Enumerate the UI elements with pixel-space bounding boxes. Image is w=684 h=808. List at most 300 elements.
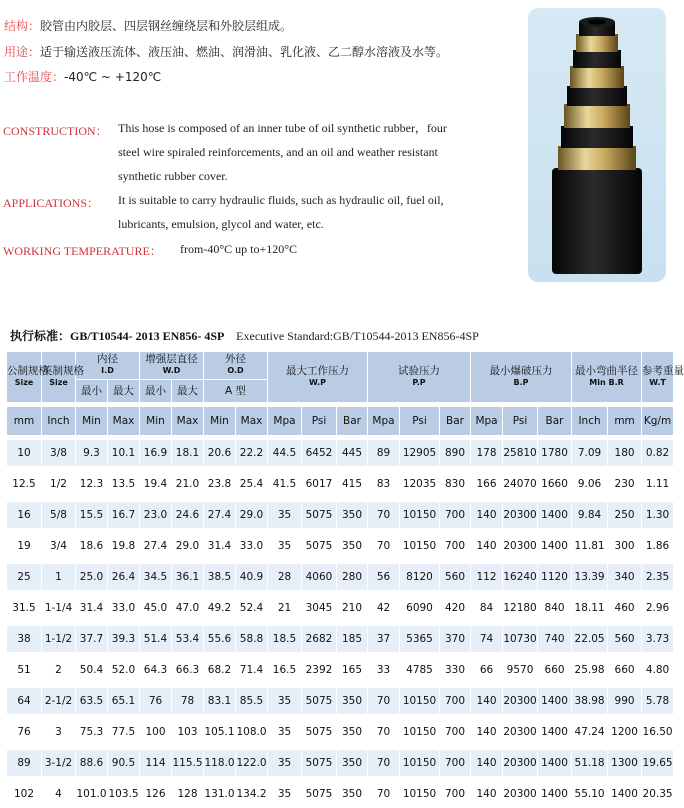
table-cell: 16240 [503, 564, 537, 590]
table-row [7, 719, 673, 745]
spacer-cell [7, 498, 673, 501]
table-row [7, 688, 673, 714]
spacer-cell [7, 467, 673, 470]
table-spacer [7, 622, 673, 625]
table-cell: 53.4 [172, 626, 203, 652]
spacer-cell [7, 622, 673, 625]
table-cell: 1400 [538, 750, 571, 776]
table-cell: 128 [172, 781, 203, 807]
table-cell: 25.0 [76, 564, 107, 590]
table-cell: 76 [140, 688, 171, 714]
table-cell: 35 [268, 781, 301, 807]
table-cell: 6452 [302, 440, 336, 466]
table-cell: 20300 [503, 719, 537, 745]
spacer-cell [7, 529, 673, 532]
table-row [7, 781, 673, 807]
table-cell: 350 [337, 750, 367, 776]
table-cell: 280 [337, 564, 367, 590]
table-cell: 90.5 [108, 750, 139, 776]
unit-cell: mm [7, 407, 41, 435]
table-cell: 38.98 [572, 688, 607, 714]
unit-cell: Min [140, 407, 171, 435]
header-size-metric [7, 352, 49, 402]
table-cell: 370 [440, 626, 470, 652]
table-cell: 16.50 [642, 719, 673, 745]
table-cell: 66.3 [172, 657, 203, 683]
table-cell: 44.5 [268, 440, 301, 466]
table-cell: 2-1/2 [42, 688, 75, 714]
table-cell: 5075 [302, 750, 336, 776]
table-cell: 20300 [503, 533, 537, 559]
table-cell: 75.3 [76, 719, 107, 745]
table-row [7, 626, 673, 652]
table-cell: 165 [337, 657, 367, 683]
spacer-cell [7, 403, 673, 406]
header-text: 公制规格 [7, 365, 49, 377]
unit-cell: Inch [572, 407, 607, 435]
table-cell: 6090 [400, 595, 439, 621]
cn-construction-label: 结构： [4, 19, 41, 33]
header-text: 英制规格 [42, 365, 84, 377]
table-spacer [7, 684, 673, 687]
table-cell: 126 [140, 781, 171, 807]
table-cell: 0.82 [642, 440, 673, 466]
header-subtext: P.P [412, 378, 426, 387]
table-cell: 20300 [503, 781, 537, 807]
table-cell: 4 [42, 781, 75, 807]
hose-illustration-icon [528, 8, 666, 282]
table-cell: 1.30 [642, 502, 673, 528]
table-cell: 1 [42, 564, 75, 590]
table-cell: 350 [337, 502, 367, 528]
spacer-cell [7, 684, 673, 687]
table-cell: 660 [608, 657, 641, 683]
header-od [204, 352, 267, 379]
table-row [7, 533, 673, 559]
en-applications-text [118, 188, 498, 236]
standard-label: 执行标准：GB/T10544- 2013 EN856- 4SP [10, 329, 225, 343]
table-cell: 68.2 [204, 657, 235, 683]
table-cell: 103.5 [108, 781, 139, 807]
table-cell: 70 [368, 502, 399, 528]
unit-cell: Bar [337, 407, 367, 435]
cn-application-text: 适于输送液压流体、液压油、燃油、润滑油、乳化液、乙二醇水溶液及水等。 [40, 45, 449, 59]
table-cell: 5075 [302, 502, 336, 528]
table-cell: 250 [608, 502, 641, 528]
table-cell: 350 [337, 781, 367, 807]
table-cell: 40.9 [236, 564, 267, 590]
table-cell: 39.3 [108, 626, 139, 652]
table-cell: 2682 [302, 626, 336, 652]
table-cell: 51.18 [572, 750, 607, 776]
header-text: 参考重量 [642, 365, 684, 377]
table-cell: 1400 [538, 688, 571, 714]
table-cell: 101.0 [76, 781, 107, 807]
table-cell: 990 [608, 688, 641, 714]
table-cell: 5.78 [642, 688, 673, 714]
table-cell: 108.0 [236, 719, 267, 745]
unit-cell: Max [172, 407, 203, 435]
table-cell: 700 [440, 533, 470, 559]
spacer-cell [7, 653, 673, 656]
table-cell: 31.4 [204, 533, 235, 559]
table-cell: 9570 [503, 657, 537, 683]
table-cell: 445 [337, 440, 367, 466]
table-cell: 131.0 [204, 781, 235, 807]
table-cell: 37.7 [76, 626, 107, 652]
table-cell: 5075 [302, 719, 336, 745]
table-cell: 1400 [538, 719, 571, 745]
standard-english: Executive Standard:GB/T10544-2013 EN856-4SP [236, 329, 479, 343]
table-cell: 35 [268, 502, 301, 528]
table-cell: 12035 [400, 471, 439, 497]
table-cell: 5075 [302, 781, 336, 807]
table-cell: 103 [172, 719, 203, 745]
table-cell: 4060 [302, 564, 336, 590]
table-cell: 112 [471, 564, 502, 590]
table-spacer [7, 777, 673, 780]
unit-cell: Min [76, 407, 107, 435]
table-cell: 460 [608, 595, 641, 621]
table-cell: 78 [172, 688, 203, 714]
table-cell: 21.0 [172, 471, 203, 497]
table-cell: 12.5 [7, 471, 41, 497]
table-cell: 1400 [538, 781, 571, 807]
table-cell: 3.73 [642, 626, 673, 652]
hose-photo [528, 8, 666, 282]
table-units-row [7, 407, 673, 435]
unit-cell: Mpa [471, 407, 502, 435]
table-cell: 55.10 [572, 781, 607, 807]
table-cell: 22.2 [236, 440, 267, 466]
table-cell: 140 [471, 781, 502, 807]
table-cell: 26.4 [108, 564, 139, 590]
table-cell: 1400 [608, 781, 641, 807]
cn-temperature-text: -40℃ ~ +120℃ [64, 70, 162, 84]
table-cell: 3-1/2 [42, 750, 75, 776]
header-id [76, 352, 139, 379]
table-cell: 31.4 [76, 595, 107, 621]
unit-cell: Bar [538, 407, 571, 435]
table-cell: 70 [368, 750, 399, 776]
table-spacer [7, 746, 673, 749]
table-cell: 85.5 [236, 688, 267, 714]
executive-standard [10, 327, 479, 344]
header-min: 最小 [140, 380, 171, 402]
spec-table [6, 351, 684, 808]
table-cell: 166 [471, 471, 502, 497]
header-subtext: O.D [227, 366, 244, 376]
table-cell: 1300 [608, 750, 641, 776]
table-cell: 4.80 [642, 657, 673, 683]
table-cell: 23.8 [204, 471, 235, 497]
table-cell: 76 [7, 719, 41, 745]
table-spacer [7, 715, 673, 718]
unit-cell: Inch [42, 407, 75, 435]
table-cell: 83.1 [204, 688, 235, 714]
table-cell: 52.4 [236, 595, 267, 621]
table-cell: 115.5 [172, 750, 203, 776]
en-construction-label: CONSTRUCTION： [3, 124, 108, 138]
en-temperature-label: WORKING TEMPERATURE： [3, 244, 162, 258]
unit-cell: Psi [302, 407, 336, 435]
table-cell: 28 [268, 564, 301, 590]
table-cell: 6017 [302, 471, 336, 497]
unit-cell: Mpa [368, 407, 399, 435]
spacer-cell [7, 436, 673, 439]
header-size-inch [42, 352, 84, 402]
table-cell: 23.0 [140, 502, 171, 528]
unit-cell: Kg/m [642, 407, 673, 435]
table-cell: 25.98 [572, 657, 607, 683]
table-cell: 66 [471, 657, 502, 683]
table-cell: 47.24 [572, 719, 607, 745]
table-cell: 20300 [503, 750, 537, 776]
table-cell: 15.5 [76, 502, 107, 528]
table-cell: 740 [538, 626, 571, 652]
table-cell: 350 [337, 533, 367, 559]
header-text: 试验压力 [398, 365, 441, 377]
table-row [7, 471, 673, 497]
table-cell: 20.35 [642, 781, 673, 807]
table-cell: 22.05 [572, 626, 607, 652]
table-cell: 8120 [400, 564, 439, 590]
table-cell: 830 [440, 471, 470, 497]
table-cell: 64 [7, 688, 41, 714]
table-cell: 10150 [400, 781, 439, 807]
header-text: 最大工作压力 [286, 365, 349, 377]
table-cell: 33.0 [108, 595, 139, 621]
table-spacer [7, 403, 673, 406]
header-max: 最大 [172, 380, 203, 402]
table-cell: 105.1 [204, 719, 235, 745]
table-cell: 350 [337, 719, 367, 745]
table-cell: 1-1/2 [42, 626, 75, 652]
table-cell: 9.06 [572, 471, 607, 497]
header-subtext: Size [49, 378, 68, 387]
unit-cell: Bar [440, 407, 470, 435]
table-cell: 19.65 [642, 750, 673, 776]
table-cell: 70 [368, 533, 399, 559]
en-applications-label: APPLICATIONS： [3, 196, 100, 210]
table-cell: 16 [7, 502, 41, 528]
table-cell: 34.5 [140, 564, 171, 590]
en-applications-line: It is suitable to carry hydraulic fluids, such as hydraulic oil, fuel oil, [118, 193, 444, 207]
unit-cell: mm [608, 407, 641, 435]
table-cell: 134.2 [236, 781, 267, 807]
table-cell: 420 [440, 595, 470, 621]
table-cell: 11.81 [572, 533, 607, 559]
table-cell: 2 [42, 657, 75, 683]
table-cell: 33 [368, 657, 399, 683]
table-cell: 38.5 [204, 564, 235, 590]
table-cell: 24070 [503, 471, 537, 497]
table-cell: 140 [471, 502, 502, 528]
header-subtext: Size [14, 378, 34, 387]
table-cell: 700 [440, 502, 470, 528]
table-cell: 25.4 [236, 471, 267, 497]
table-cell: 700 [440, 781, 470, 807]
table-cell: 140 [471, 719, 502, 745]
table-cell: 55.6 [204, 626, 235, 652]
spacer-cell [7, 591, 673, 594]
table-cell: 10150 [400, 719, 439, 745]
cn-application-line [4, 43, 448, 60]
table-row [7, 595, 673, 621]
table-cell: 3 [42, 719, 75, 745]
table-cell: 13.39 [572, 564, 607, 590]
table-cell: 1.11 [642, 471, 673, 497]
header-max: 最大 [108, 380, 139, 402]
table-cell: 20.6 [204, 440, 235, 466]
table-cell: 27.4 [204, 502, 235, 528]
table-cell: 25 [7, 564, 41, 590]
table-cell: 700 [440, 688, 470, 714]
table-cell: 415 [337, 471, 367, 497]
table-cell: 63.5 [76, 688, 107, 714]
header-text: 内径 [97, 353, 118, 366]
table-cell: 1.86 [642, 533, 673, 559]
en-construction-line: synthetic rubber cover. [118, 169, 228, 183]
table-cell: 330 [440, 657, 470, 683]
header-pp [368, 352, 470, 402]
table-cell: 102 [7, 781, 41, 807]
header-subtext: W.D [162, 366, 181, 376]
header-min: 最小 [76, 380, 107, 402]
table-cell: 13.5 [108, 471, 139, 497]
table-cell: 180 [608, 440, 641, 466]
table-cell: 29.0 [172, 533, 203, 559]
table-cell: 9.3 [76, 440, 107, 466]
table-cell: 300 [608, 533, 641, 559]
cn-temperature-line [4, 68, 161, 85]
unit-cell: Max [108, 407, 139, 435]
unit-cell: Psi [503, 407, 537, 435]
table-cell: 35 [268, 688, 301, 714]
table-cell: 49.2 [204, 595, 235, 621]
header-subtext: I.D [101, 366, 114, 376]
table-cell: 3/4 [42, 533, 75, 559]
table-cell: 1/2 [42, 471, 75, 497]
table-cell: 47.0 [172, 595, 203, 621]
header-subtext: B.P [513, 378, 529, 387]
table-cell: 1120 [538, 564, 571, 590]
table-cell: 122.0 [236, 750, 267, 776]
table-row [7, 657, 673, 683]
table-cell: 36.1 [172, 564, 203, 590]
table-cell: 560 [608, 626, 641, 652]
table-cell: 3045 [302, 595, 336, 621]
table-cell: 41.5 [268, 471, 301, 497]
table-cell: 2.96 [642, 595, 673, 621]
table-cell: 100 [140, 719, 171, 745]
table-cell: 340 [608, 564, 641, 590]
table-cell: 70 [368, 688, 399, 714]
table-body [7, 436, 673, 807]
header-a-type: A 型 [204, 380, 267, 402]
table-cell: 840 [538, 595, 571, 621]
table-cell: 70 [368, 719, 399, 745]
table-cell: 51 [7, 657, 41, 683]
table-cell: 9.84 [572, 502, 607, 528]
table-cell: 4785 [400, 657, 439, 683]
table-cell: 1400 [538, 502, 571, 528]
table-cell: 84 [471, 595, 502, 621]
header-text: 增强层直径 [145, 353, 198, 366]
table-cell: 29.0 [236, 502, 267, 528]
unit-cell: Min [204, 407, 235, 435]
table-cell: 52.0 [108, 657, 139, 683]
en-construction-text [118, 116, 498, 188]
table-cell: 35 [268, 533, 301, 559]
en-construction-line: This hose is composed of an inner tube of oil synthetic rubber，four [118, 121, 447, 135]
spacer-cell [7, 746, 673, 749]
header-wp [268, 352, 367, 402]
table-cell: 19.4 [140, 471, 171, 497]
table-spacer [7, 436, 673, 439]
table-cell: 114 [140, 750, 171, 776]
table-cell: 178 [471, 440, 502, 466]
table-cell: 700 [440, 719, 470, 745]
table-spacer [7, 591, 673, 594]
table-cell: 18.5 [268, 626, 301, 652]
table-cell: 74 [471, 626, 502, 652]
table-cell: 118.0 [204, 750, 235, 776]
table-cell: 45.0 [140, 595, 171, 621]
table-cell: 10150 [400, 533, 439, 559]
header-bp [471, 352, 571, 402]
table-cell: 33.0 [236, 533, 267, 559]
table-cell: 5365 [400, 626, 439, 652]
table-cell: 16.5 [268, 657, 301, 683]
unit-cell: Mpa [268, 407, 301, 435]
table-cell: 10150 [400, 502, 439, 528]
table-cell: 25810 [503, 440, 537, 466]
table-cell: 2.35 [642, 564, 673, 590]
table-cell: 10.1 [108, 440, 139, 466]
table-cell: 51.4 [140, 626, 171, 652]
table-cell: 140 [471, 750, 502, 776]
table-spacer [7, 498, 673, 501]
header-text: 外径 [225, 353, 246, 366]
table-cell: 230 [608, 471, 641, 497]
table-cell: 18.1 [172, 440, 203, 466]
table-cell: 12.3 [76, 471, 107, 497]
table-cell: 5/8 [42, 502, 75, 528]
table-cell: 71.4 [236, 657, 267, 683]
table-spacer [7, 467, 673, 470]
table-cell: 2392 [302, 657, 336, 683]
table-cell: 19 [7, 533, 41, 559]
en-applications-line: lubricants, emulsion, glycol and water, etc. [118, 217, 324, 231]
table-cell: 70 [368, 781, 399, 807]
table-cell: 10730 [503, 626, 537, 652]
table-cell: 5075 [302, 533, 336, 559]
table-spacer [7, 560, 673, 563]
header-wt [642, 352, 684, 402]
en-construction-line: steel wire spiraled reinforcements, and an oil and weather resistant [118, 145, 438, 159]
unit-cell: Max [236, 407, 267, 435]
table-cell: 35 [268, 719, 301, 745]
cn-construction-text: 胶管由内胶层、四层钢丝缠绕层和外胶层组成。 [40, 19, 293, 33]
table-cell: 3/8 [42, 440, 75, 466]
table-cell: 31.5 [7, 595, 41, 621]
table-cell: 50.4 [76, 657, 107, 683]
table-cell: 21 [268, 595, 301, 621]
table-cell: 185 [337, 626, 367, 652]
table-cell: 12180 [503, 595, 537, 621]
table-cell: 16.9 [140, 440, 171, 466]
